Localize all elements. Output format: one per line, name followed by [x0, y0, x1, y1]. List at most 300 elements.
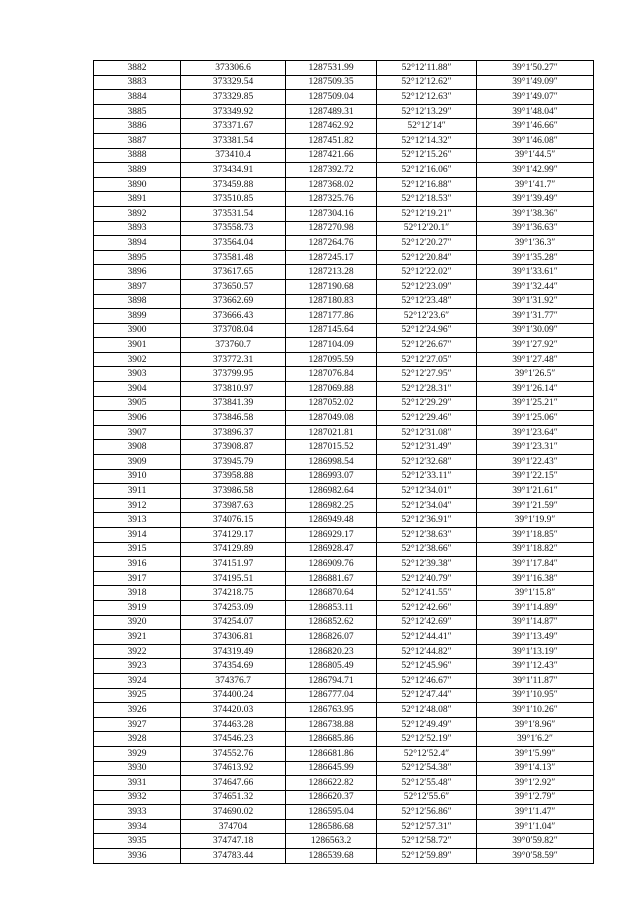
- longitude-cell: 39°1′36.3″: [477, 236, 594, 251]
- latitude-cell: 52°12′32.68″: [377, 455, 477, 470]
- table-row: [94, 761, 594, 776]
- coordinates-table: [93, 60, 594, 864]
- table-row: [94, 557, 594, 572]
- table-row: [94, 849, 594, 864]
- longitude-cell: 39°1′11.87″: [477, 673, 594, 688]
- longitude-cell: 39°1′17.84″: [477, 557, 594, 572]
- table-row: [94, 600, 594, 615]
- point-number-cell: 3906: [94, 411, 181, 426]
- point-number-cell: 3910: [94, 469, 181, 484]
- point-number-cell: 3925: [94, 688, 181, 703]
- latitude-cell: 52°12′28.31″: [377, 382, 477, 397]
- longitude-cell: 39°1′10.26″: [477, 703, 594, 718]
- y-coordinate-cell: 1286998.54: [286, 455, 377, 470]
- latitude-cell: 52°12′42.66″: [377, 600, 477, 615]
- point-number-cell: 3896: [94, 265, 181, 280]
- y-coordinate-cell: 1287489.31: [286, 104, 377, 119]
- y-coordinate-cell: 1287076.84: [286, 367, 377, 382]
- point-number-cell: 3911: [94, 484, 181, 499]
- latitude-cell: 52°12′34.04″: [377, 498, 477, 513]
- y-coordinate-cell: 1286929.17: [286, 528, 377, 543]
- x-coordinate-cell: 373581.48: [181, 250, 286, 265]
- latitude-cell: 52°12′20.1″: [377, 221, 477, 236]
- longitude-cell: 39°1′13.19″: [477, 644, 594, 659]
- point-number-cell: 3902: [94, 352, 181, 367]
- latitude-cell: 52°12′52.19″: [377, 732, 477, 747]
- longitude-cell: 39°1′35.28″: [477, 250, 594, 265]
- x-coordinate-cell: 373841.39: [181, 396, 286, 411]
- y-coordinate-cell: 1286993.07: [286, 469, 377, 484]
- table-row: [94, 294, 594, 309]
- x-coordinate-cell: 374076.15: [181, 513, 286, 528]
- table-row: [94, 834, 594, 849]
- latitude-cell: 52°12′59.89″: [377, 849, 477, 864]
- table-row: [94, 659, 594, 674]
- table-row: [94, 528, 594, 543]
- point-number-cell: 3924: [94, 673, 181, 688]
- table-row: [94, 455, 594, 470]
- y-coordinate-cell: 1287095.59: [286, 352, 377, 367]
- table-row: [94, 192, 594, 207]
- point-number-cell: 3932: [94, 790, 181, 805]
- latitude-cell: 52°12′29.29″: [377, 396, 477, 411]
- longitude-cell: 39°1′31.92″: [477, 294, 594, 309]
- longitude-cell: 39°0′59.82″: [477, 834, 594, 849]
- table-row: [94, 309, 594, 324]
- x-coordinate-cell: 373846.58: [181, 411, 286, 426]
- latitude-cell: 52°12′55.48″: [377, 776, 477, 791]
- table-row: [94, 104, 594, 119]
- latitude-cell: 52°12′45.96″: [377, 659, 477, 674]
- x-coordinate-cell: 373459.88: [181, 177, 286, 192]
- point-number-cell: 3904: [94, 382, 181, 397]
- point-number-cell: 3931: [94, 776, 181, 791]
- point-number-cell: 3914: [94, 528, 181, 543]
- longitude-cell: 39°1′32.44″: [477, 279, 594, 294]
- latitude-cell: 52°12′56.86″: [377, 805, 477, 820]
- table-row: [94, 571, 594, 586]
- latitude-cell: 52°12′19.21″: [377, 206, 477, 221]
- x-coordinate-cell: 373371.67: [181, 119, 286, 134]
- x-coordinate-cell: 373908.87: [181, 440, 286, 455]
- latitude-cell: 52°12′42.69″: [377, 615, 477, 630]
- point-number-cell: 3888: [94, 148, 181, 163]
- longitude-cell: 39°1′30.09″: [477, 323, 594, 338]
- table-row: [94, 163, 594, 178]
- x-coordinate-cell: 374400.24: [181, 688, 286, 703]
- longitude-cell: 39°1′25.06″: [477, 411, 594, 426]
- y-coordinate-cell: 1287180.83: [286, 294, 377, 309]
- point-number-cell: 3901: [94, 338, 181, 353]
- table-row: [94, 776, 594, 791]
- table-row: [94, 367, 594, 382]
- y-coordinate-cell: 1286685.86: [286, 732, 377, 747]
- longitude-cell: 39°1′49.09″: [477, 75, 594, 90]
- longitude-cell: 39°1′42.99″: [477, 163, 594, 178]
- point-number-cell: 3887: [94, 133, 181, 148]
- longitude-cell: 39°1′19.9″: [477, 513, 594, 528]
- x-coordinate-cell: 373662.69: [181, 294, 286, 309]
- y-coordinate-cell: 1286794.71: [286, 673, 377, 688]
- table-row: [94, 732, 594, 747]
- x-coordinate-cell: 374129.17: [181, 528, 286, 543]
- point-number-cell: 3895: [94, 250, 181, 265]
- longitude-cell: 39°1′21.61″: [477, 484, 594, 499]
- y-coordinate-cell: 1286928.47: [286, 542, 377, 557]
- point-number-cell: 3897: [94, 279, 181, 294]
- latitude-cell: 52°12′34.01″: [377, 484, 477, 499]
- x-coordinate-cell: 374647.66: [181, 776, 286, 791]
- y-coordinate-cell: 1287049.08: [286, 411, 377, 426]
- table-row: [94, 148, 594, 163]
- point-number-cell: 3907: [94, 425, 181, 440]
- point-number-cell: 3913: [94, 513, 181, 528]
- longitude-cell: 39°1′6.2″: [477, 732, 594, 747]
- longitude-cell: 39°1′48.04″: [477, 104, 594, 119]
- y-coordinate-cell: 1286852.62: [286, 615, 377, 630]
- y-coordinate-cell: 1287451.82: [286, 133, 377, 148]
- longitude-cell: 39°1′18.85″: [477, 528, 594, 543]
- point-number-cell: 3893: [94, 221, 181, 236]
- x-coordinate-cell: 373349.92: [181, 104, 286, 119]
- latitude-cell: 52°12′36.91″: [377, 513, 477, 528]
- latitude-cell: 52°12′44.82″: [377, 644, 477, 659]
- latitude-cell: 52°12′12.63″: [377, 90, 477, 105]
- latitude-cell: 52°12′55.6″: [377, 790, 477, 805]
- y-coordinate-cell: 1287015.52: [286, 440, 377, 455]
- latitude-cell: 52°12′16.88″: [377, 177, 477, 192]
- x-coordinate-cell: 374354.69: [181, 659, 286, 674]
- longitude-cell: 39°1′27.92″: [477, 338, 594, 353]
- latitude-cell: 52°12′29.46″: [377, 411, 477, 426]
- table-row: [94, 673, 594, 688]
- point-number-cell: 3899: [94, 309, 181, 324]
- latitude-cell: 52°12′41.55″: [377, 586, 477, 601]
- x-coordinate-cell: 373558.73: [181, 221, 286, 236]
- longitude-cell: 39°1′46.66″: [477, 119, 594, 134]
- y-coordinate-cell: 1286909.76: [286, 557, 377, 572]
- table-row: [94, 805, 594, 820]
- point-number-cell: 3934: [94, 819, 181, 834]
- latitude-cell: 52°12′31.08″: [377, 425, 477, 440]
- point-number-cell: 3936: [94, 849, 181, 864]
- x-coordinate-cell: 373799.95: [181, 367, 286, 382]
- latitude-cell: 52°12′14.32″: [377, 133, 477, 148]
- point-number-cell: 3926: [94, 703, 181, 718]
- x-coordinate-cell: 373666.43: [181, 309, 286, 324]
- y-coordinate-cell: 1287509.04: [286, 90, 377, 105]
- longitude-cell: 39°1′13.49″: [477, 630, 594, 645]
- table-row: [94, 265, 594, 280]
- point-number-cell: 3908: [94, 440, 181, 455]
- longitude-cell: 39°1′16.38″: [477, 571, 594, 586]
- x-coordinate-cell: 374319.49: [181, 644, 286, 659]
- point-number-cell: 3903: [94, 367, 181, 382]
- longitude-cell: 39°1′15.8″: [477, 586, 594, 601]
- longitude-cell: 39°1′41.7″: [477, 177, 594, 192]
- x-coordinate-cell: 373945.79: [181, 455, 286, 470]
- longitude-cell: 39°0′58.59″: [477, 849, 594, 864]
- latitude-cell: 52°12′38.63″: [377, 528, 477, 543]
- x-coordinate-cell: 374463.28: [181, 717, 286, 732]
- longitude-cell: 39°1′2.92″: [477, 776, 594, 791]
- y-coordinate-cell: 1287270.98: [286, 221, 377, 236]
- point-number-cell: 3915: [94, 542, 181, 557]
- table-row: [94, 236, 594, 251]
- latitude-cell: 52°12′40.79″: [377, 571, 477, 586]
- y-coordinate-cell: 1286949.48: [286, 513, 377, 528]
- y-coordinate-cell: 1286853.11: [286, 600, 377, 615]
- point-number-cell: 3930: [94, 761, 181, 776]
- longitude-cell: 39°1′12.43″: [477, 659, 594, 674]
- table-row: [94, 688, 594, 703]
- x-coordinate-cell: 373650.57: [181, 279, 286, 294]
- y-coordinate-cell: 1287509.35: [286, 75, 377, 90]
- latitude-cell: 52°12′39.38″: [377, 557, 477, 572]
- longitude-cell: 39°1′21.59″: [477, 498, 594, 513]
- x-coordinate-cell: 373760.7: [181, 338, 286, 353]
- point-number-cell: 3933: [94, 805, 181, 820]
- x-coordinate-cell: 373896.37: [181, 425, 286, 440]
- table-row: [94, 133, 594, 148]
- table-row: [94, 323, 594, 338]
- longitude-cell: 39°1′36.63″: [477, 221, 594, 236]
- point-number-cell: 3927: [94, 717, 181, 732]
- latitude-cell: 52°12′15.26″: [377, 148, 477, 163]
- point-number-cell: 3916: [94, 557, 181, 572]
- table-row: [94, 746, 594, 761]
- table-row: [94, 542, 594, 557]
- table-row: [94, 352, 594, 367]
- x-coordinate-cell: 374218.75: [181, 586, 286, 601]
- table-row: [94, 90, 594, 105]
- x-coordinate-cell: 373987.63: [181, 498, 286, 513]
- table-row: [94, 644, 594, 659]
- y-coordinate-cell: 1287245.17: [286, 250, 377, 265]
- longitude-cell: 39°1′25.21″: [477, 396, 594, 411]
- y-coordinate-cell: 1287177.86: [286, 309, 377, 324]
- x-coordinate-cell: 374613.92: [181, 761, 286, 776]
- longitude-cell: 39°1′22.43″: [477, 455, 594, 470]
- point-number-cell: 3884: [94, 90, 181, 105]
- x-coordinate-cell: 374253.09: [181, 600, 286, 615]
- longitude-cell: 39°1′8.96″: [477, 717, 594, 732]
- latitude-cell: 52°12′23.6″: [377, 309, 477, 324]
- point-number-cell: 3898: [94, 294, 181, 309]
- point-number-cell: 3894: [94, 236, 181, 251]
- x-coordinate-cell: 373381.54: [181, 133, 286, 148]
- point-number-cell: 3905: [94, 396, 181, 411]
- x-coordinate-cell: 373410.4: [181, 148, 286, 163]
- latitude-cell: 52°12′49.49″: [377, 717, 477, 732]
- longitude-cell: 39°1′44.5″: [477, 148, 594, 163]
- point-number-cell: 3912: [94, 498, 181, 513]
- x-coordinate-cell: 373708.04: [181, 323, 286, 338]
- point-number-cell: 3882: [94, 61, 181, 76]
- y-coordinate-cell: 1286881.67: [286, 571, 377, 586]
- point-number-cell: 3883: [94, 75, 181, 90]
- table-row: [94, 440, 594, 455]
- latitude-cell: 52°12′57.31″: [377, 819, 477, 834]
- longitude-cell: 39°1′5.99″: [477, 746, 594, 761]
- x-coordinate-cell: 374747.18: [181, 834, 286, 849]
- y-coordinate-cell: 1286982.64: [286, 484, 377, 499]
- x-coordinate-cell: 374306.81: [181, 630, 286, 645]
- longitude-cell: 39°1′49.07″: [477, 90, 594, 105]
- x-coordinate-cell: 373329.85: [181, 90, 286, 105]
- longitude-cell: 39°1′18.82″: [477, 542, 594, 557]
- point-number-cell: 3923: [94, 659, 181, 674]
- x-coordinate-cell: 374552.76: [181, 746, 286, 761]
- y-coordinate-cell: 1286620.37: [286, 790, 377, 805]
- y-coordinate-cell: 1286586.68: [286, 819, 377, 834]
- y-coordinate-cell: 1286805.49: [286, 659, 377, 674]
- point-number-cell: 3892: [94, 206, 181, 221]
- table-row: [94, 498, 594, 513]
- y-coordinate-cell: 1287069.88: [286, 382, 377, 397]
- longitude-cell: 39°1′39.49″: [477, 192, 594, 207]
- x-coordinate-cell: 373510.85: [181, 192, 286, 207]
- table-row: [94, 630, 594, 645]
- point-number-cell: 3886: [94, 119, 181, 134]
- x-coordinate-cell: 374129.89: [181, 542, 286, 557]
- latitude-cell: 52°12′23.48″: [377, 294, 477, 309]
- latitude-cell: 52°12′44.41″: [377, 630, 477, 645]
- point-number-cell: 3919: [94, 600, 181, 615]
- latitude-cell: 52°12′16.06″: [377, 163, 477, 178]
- latitude-cell: 52°12′14″: [377, 119, 477, 134]
- x-coordinate-cell: 374704: [181, 819, 286, 834]
- point-number-cell: 3917: [94, 571, 181, 586]
- table-row: [94, 469, 594, 484]
- x-coordinate-cell: 373564.04: [181, 236, 286, 251]
- point-number-cell: 3891: [94, 192, 181, 207]
- table-row: [94, 177, 594, 192]
- y-coordinate-cell: 1286681.86: [286, 746, 377, 761]
- table-row: [94, 615, 594, 630]
- longitude-cell: 39°1′33.61″: [477, 265, 594, 280]
- y-coordinate-cell: 1287392.72: [286, 163, 377, 178]
- longitude-cell: 39°1′23.31″: [477, 440, 594, 455]
- table-row: [94, 819, 594, 834]
- y-coordinate-cell: 1286982.25: [286, 498, 377, 513]
- table-row: [94, 425, 594, 440]
- x-coordinate-cell: 374376.7: [181, 673, 286, 688]
- latitude-cell: 52°12′47.44″: [377, 688, 477, 703]
- point-number-cell: 3909: [94, 455, 181, 470]
- longitude-cell: 39°1′50.27″: [477, 61, 594, 76]
- table-row: [94, 703, 594, 718]
- coordinates-table-body: [94, 61, 594, 864]
- y-coordinate-cell: 1286820.23: [286, 644, 377, 659]
- latitude-cell: 52°12′58.72″: [377, 834, 477, 849]
- point-number-cell: 3922: [94, 644, 181, 659]
- x-coordinate-cell: 373617.65: [181, 265, 286, 280]
- longitude-cell: 39°1′2.79″: [477, 790, 594, 805]
- y-coordinate-cell: 1287021.81: [286, 425, 377, 440]
- table-row: [94, 221, 594, 236]
- x-coordinate-cell: 373772.31: [181, 352, 286, 367]
- longitude-cell: 39°1′46.08″: [477, 133, 594, 148]
- longitude-cell: 39°1′10.95″: [477, 688, 594, 703]
- x-coordinate-cell: 373810.97: [181, 382, 286, 397]
- point-number-cell: 3920: [94, 615, 181, 630]
- y-coordinate-cell: 1287304.16: [286, 206, 377, 221]
- latitude-cell: 52°12′23.09″: [377, 279, 477, 294]
- y-coordinate-cell: 1286870.64: [286, 586, 377, 601]
- table-row: [94, 717, 594, 732]
- x-coordinate-cell: 373306.6: [181, 61, 286, 76]
- table-row: [94, 75, 594, 90]
- table-row: [94, 513, 594, 528]
- y-coordinate-cell: 1286826.07: [286, 630, 377, 645]
- longitude-cell: 39°1′31.77″: [477, 309, 594, 324]
- x-coordinate-cell: 374690.02: [181, 805, 286, 820]
- y-coordinate-cell: 1286645.99: [286, 761, 377, 776]
- latitude-cell: 52°12′27.95″: [377, 367, 477, 382]
- table-row: [94, 382, 594, 397]
- y-coordinate-cell: 1287531.99: [286, 61, 377, 76]
- longitude-cell: 39°1′26.14″: [477, 382, 594, 397]
- longitude-cell: 39°1′1.47″: [477, 805, 594, 820]
- y-coordinate-cell: 1286563.2: [286, 834, 377, 849]
- point-number-cell: 3935: [94, 834, 181, 849]
- x-coordinate-cell: 374651.32: [181, 790, 286, 805]
- latitude-cell: 52°12′31.49″: [377, 440, 477, 455]
- point-number-cell: 3918: [94, 586, 181, 601]
- x-coordinate-cell: 373531.54: [181, 206, 286, 221]
- latitude-cell: 52°12′48.08″: [377, 703, 477, 718]
- x-coordinate-cell: 373986.58: [181, 484, 286, 499]
- x-coordinate-cell: 373329.54: [181, 75, 286, 90]
- table-row: [94, 206, 594, 221]
- latitude-cell: 52°12′46.67″: [377, 673, 477, 688]
- y-coordinate-cell: 1286622.82: [286, 776, 377, 791]
- x-coordinate-cell: 373434.91: [181, 163, 286, 178]
- latitude-cell: 52°12′11.88″: [377, 61, 477, 76]
- longitude-cell: 39°1′1.04″: [477, 819, 594, 834]
- latitude-cell: 52°12′54.38″: [377, 761, 477, 776]
- table-row: [94, 396, 594, 411]
- y-coordinate-cell: 1287052.02: [286, 396, 377, 411]
- longitude-cell: 39°1′14.87″: [477, 615, 594, 630]
- table-row: [94, 61, 594, 76]
- y-coordinate-cell: 1287368.02: [286, 177, 377, 192]
- latitude-cell: 52°12′13.29″: [377, 104, 477, 119]
- table-row: [94, 790, 594, 805]
- y-coordinate-cell: 1287104.09: [286, 338, 377, 353]
- latitude-cell: 52°12′52.4″: [377, 746, 477, 761]
- y-coordinate-cell: 1287190.68: [286, 279, 377, 294]
- x-coordinate-cell: 374783.44: [181, 849, 286, 864]
- point-number-cell: 3921: [94, 630, 181, 645]
- latitude-cell: 52°12′20.84″: [377, 250, 477, 265]
- latitude-cell: 52°12′22.02″: [377, 265, 477, 280]
- table-row: [94, 484, 594, 499]
- table-row: [94, 411, 594, 426]
- y-coordinate-cell: 1286539.68: [286, 849, 377, 864]
- latitude-cell: 52°12′20.27″: [377, 236, 477, 251]
- x-coordinate-cell: 374420.03: [181, 703, 286, 718]
- longitude-cell: 39°1′26.5″: [477, 367, 594, 382]
- table-row: [94, 586, 594, 601]
- latitude-cell: 52°12′27.05″: [377, 352, 477, 367]
- x-coordinate-cell: 374254.07: [181, 615, 286, 630]
- table-row: [94, 279, 594, 294]
- y-coordinate-cell: 1287145.64: [286, 323, 377, 338]
- y-coordinate-cell: 1286738.88: [286, 717, 377, 732]
- y-coordinate-cell: 1287264.76: [286, 236, 377, 251]
